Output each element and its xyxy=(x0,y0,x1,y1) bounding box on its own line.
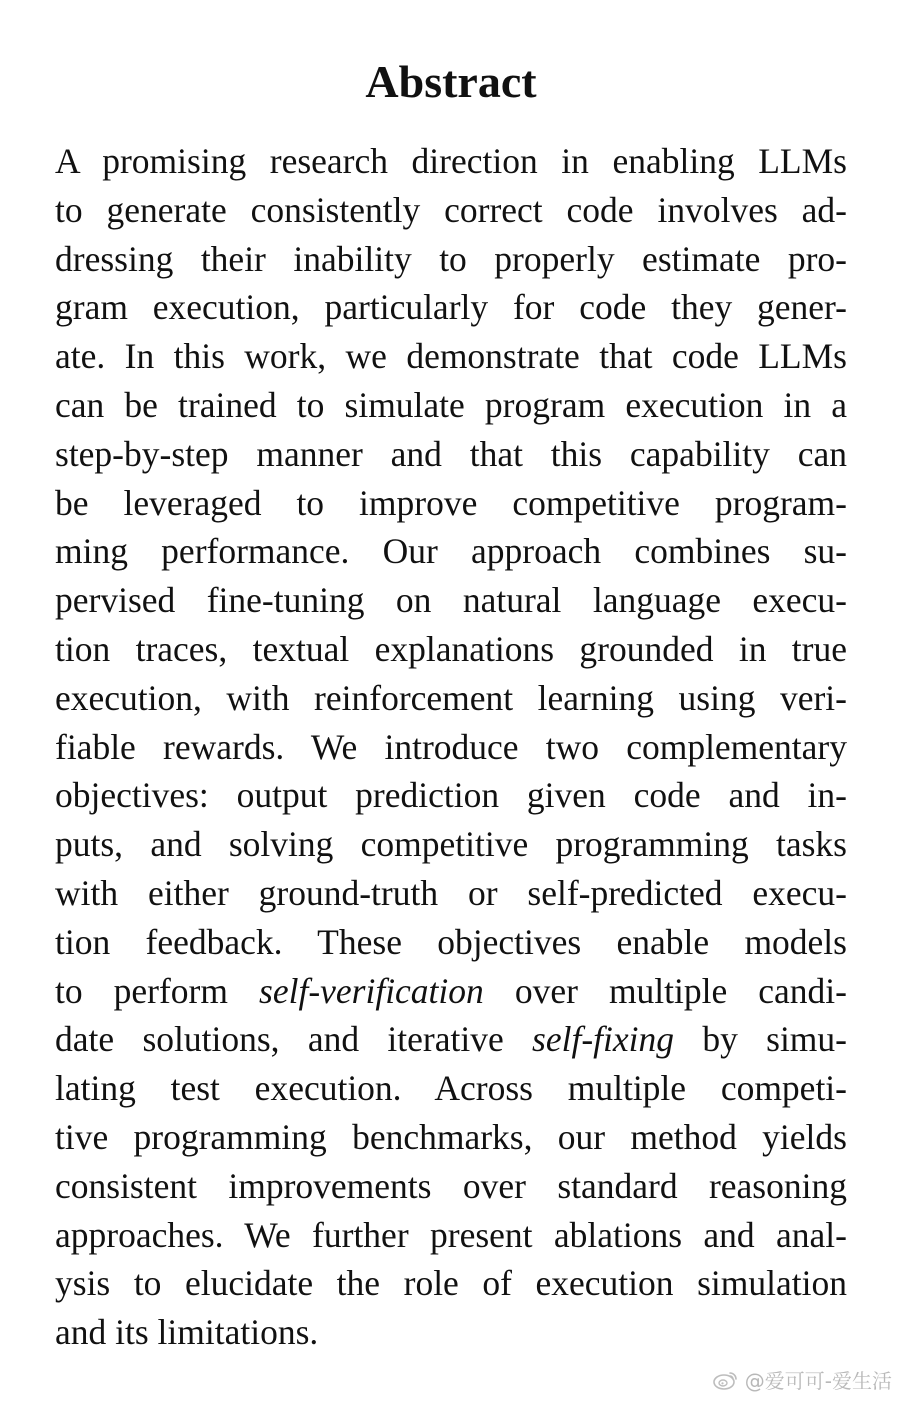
line-text: to perform xyxy=(55,970,260,1011)
abstract-line-with-emphasis xyxy=(55,967,847,1016)
abstract-line: tion feedback. These objectives enable models xyxy=(55,921,847,962)
abstract-line: objectives: output prediction given code and in- xyxy=(55,775,847,816)
abstract-line: pervised fine-tuning on natural language execu- xyxy=(55,580,847,621)
abstract-line: with either ground-truth or self-predicted execu- xyxy=(55,872,847,913)
abstract-line-last: and its limitations. xyxy=(55,1312,319,1353)
emphasis-self-verification: self-verification xyxy=(259,970,484,1011)
weibo-icon xyxy=(713,1370,739,1390)
abstract-line: puts, and solving competitive programming tasks xyxy=(55,824,847,865)
abstract-body xyxy=(55,137,847,1357)
abstract-line: tive programming benchmarks, our method yields xyxy=(55,1116,847,1157)
abstract-line: can be trained to simulate program execution in a xyxy=(55,384,847,425)
abstract-line: be leveraged to improve competitive program- xyxy=(55,482,847,523)
abstract-line-with-emphasis xyxy=(55,1015,847,1064)
abstract-line: dressing their inability to properly estimate pro- xyxy=(55,238,847,279)
abstract-line: step-by-step manner and that this capability can xyxy=(55,433,847,474)
abstract-line: approaches. We further present ablations and anal- xyxy=(55,1214,847,1255)
abstract-heading: Abstract xyxy=(365,56,537,107)
line-text: over multiple candi- xyxy=(483,970,847,1011)
abstract-line: execution, with reinforcement learning using veri- xyxy=(55,677,847,718)
abstract-line: fiable rewards. We introduce two complementary xyxy=(55,726,847,767)
abstract-line: lating test execution. Across multiple competi- xyxy=(55,1068,847,1109)
abstract-line: A promising research direction in enabling LLMs xyxy=(55,141,847,181)
emphasis-self-fixing: self-fixing xyxy=(532,1019,674,1060)
abstract-line: consistent improvements over standard reasoning xyxy=(55,1165,847,1206)
abstract-line: ysis to elucidate the role of execution simulation xyxy=(55,1263,847,1304)
abstract-line: gram execution, particularly for code they gener- xyxy=(55,287,847,328)
watermark-text: @爱可可-爱生活 xyxy=(744,1369,892,1393)
line-text: date solutions, and iterative xyxy=(55,1019,533,1060)
line-text: by simu- xyxy=(674,1019,847,1060)
abstract-line: tion traces, textual explanations grounded in true xyxy=(55,628,847,669)
abstract-line: to generate consistently correct code involves ad- xyxy=(55,189,847,230)
abstract-line: ming performance. Our approach combines su- xyxy=(55,531,847,572)
abstract-line: ate. In this work, we demonstrate that code LLMs xyxy=(55,336,847,377)
watermark xyxy=(713,1365,892,1394)
